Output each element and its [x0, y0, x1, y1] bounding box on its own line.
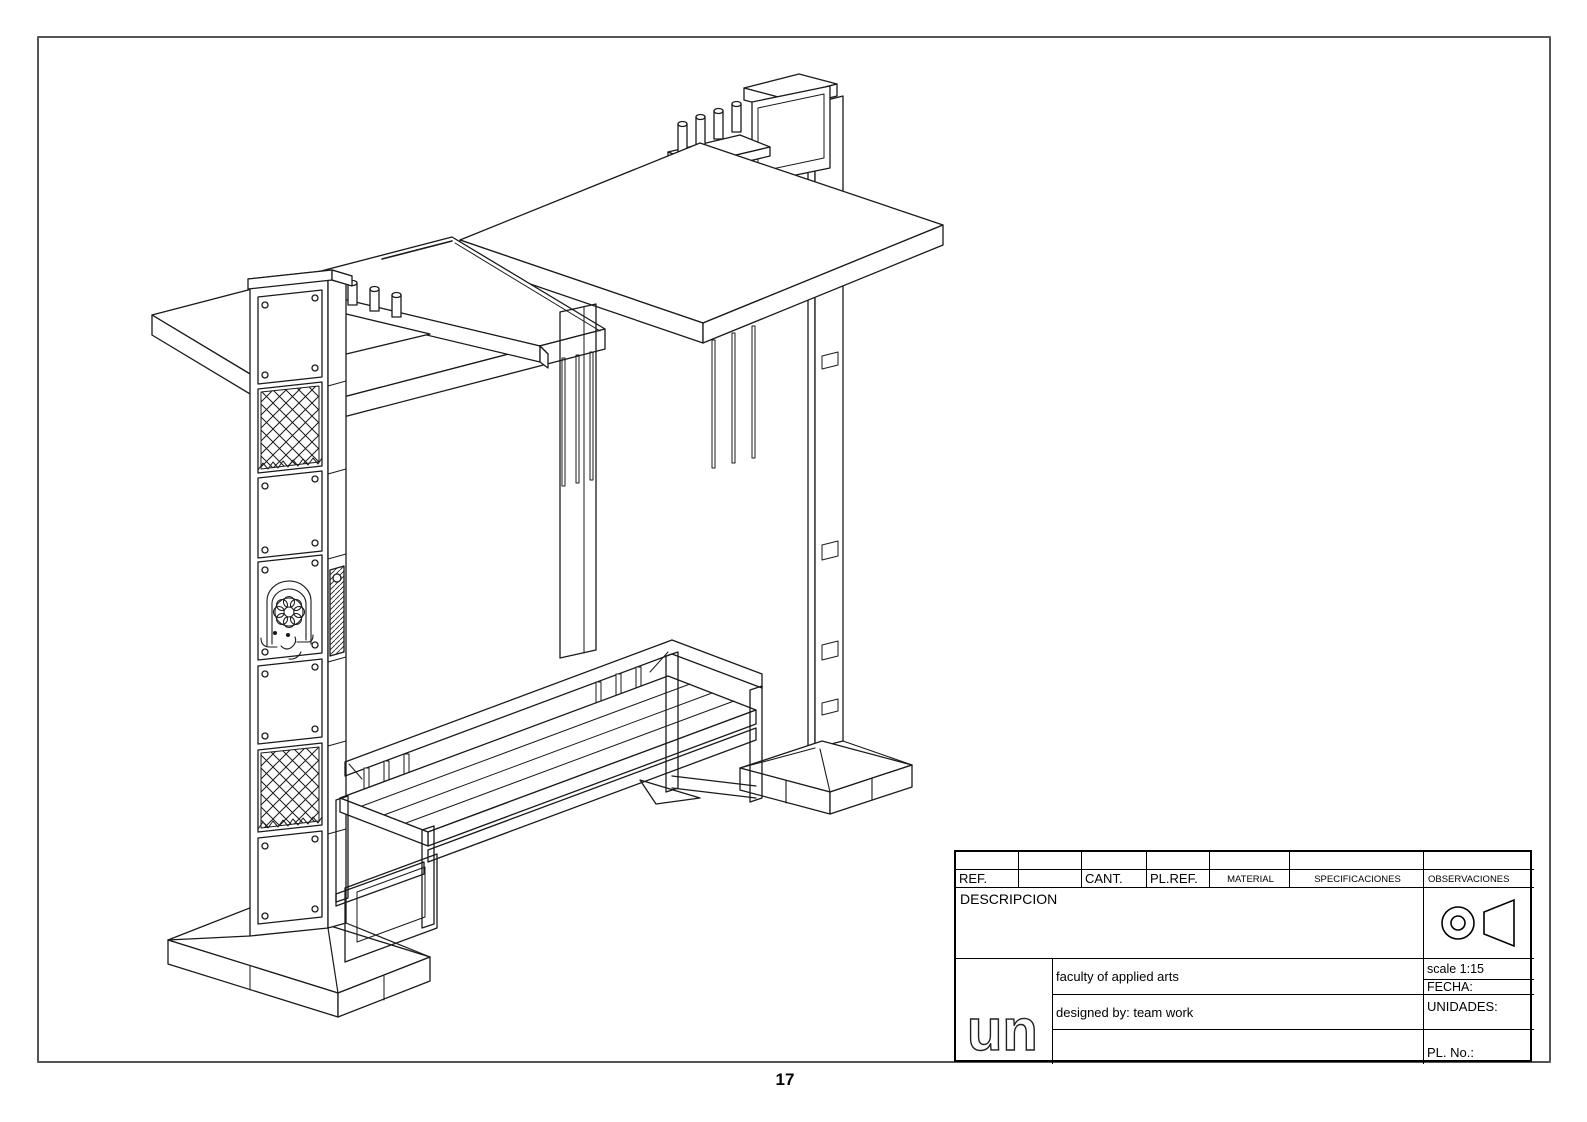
pl-ref-header: PL.REF.: [1147, 870, 1210, 888]
fecha-cell: FECHA:: [1424, 980, 1534, 995]
corner-gusset: [640, 780, 700, 804]
observaciones-header: OBSERVACIONES: [1424, 870, 1534, 888]
empty-cell: [1053, 1030, 1424, 1064]
faculty-cell: faculty of applied arts: [1053, 959, 1424, 995]
plain-panel-3: [258, 659, 322, 744]
blank-header: [1019, 870, 1082, 888]
plain-panel-4: [258, 831, 322, 924]
ornament-panel: [258, 555, 322, 660]
plain-panel-1: [258, 290, 322, 384]
scale-cell: scale 1:15: [1424, 959, 1534, 980]
third-angle-projection-icon: [1436, 897, 1522, 949]
left-roof-pins: [562, 352, 593, 486]
un-logo: [959, 984, 1049, 1064]
lattice-panel-upper: [258, 382, 322, 473]
specificaciones-header: SPECIFICACIONES: [1290, 870, 1424, 888]
bench: [336, 640, 762, 962]
projection-symbol-cell: [1424, 888, 1534, 959]
svg-text:un: un: [967, 998, 1038, 1063]
unidades-cell: UNIDADES:: [1424, 995, 1534, 1030]
descripcion-label: DESCRIPCION: [960, 891, 1058, 907]
pl-no-cell: PL. No.:: [1427, 1045, 1474, 1060]
page-number: 17: [775, 1070, 795, 1089]
right-roof-pins-lower: [712, 326, 755, 468]
title-block: [954, 850, 1532, 1062]
designed-by-cell: designed by: team work: [1053, 995, 1424, 1030]
cant-header: CANT.: [1082, 870, 1147, 888]
side-latch-device: [330, 566, 344, 656]
material-header: MATERIAL: [1210, 870, 1290, 888]
ref-header: REF.: [956, 870, 1019, 888]
right-pedestal: [740, 741, 912, 814]
header-cell-blank: [956, 852, 1019, 870]
lattice-panel-lower: [258, 743, 322, 832]
bench-seat: [340, 676, 756, 862]
descripcion-cell: [956, 888, 1424, 959]
plain-panel-2: [258, 471, 322, 558]
logo-cell: [956, 959, 1053, 1064]
